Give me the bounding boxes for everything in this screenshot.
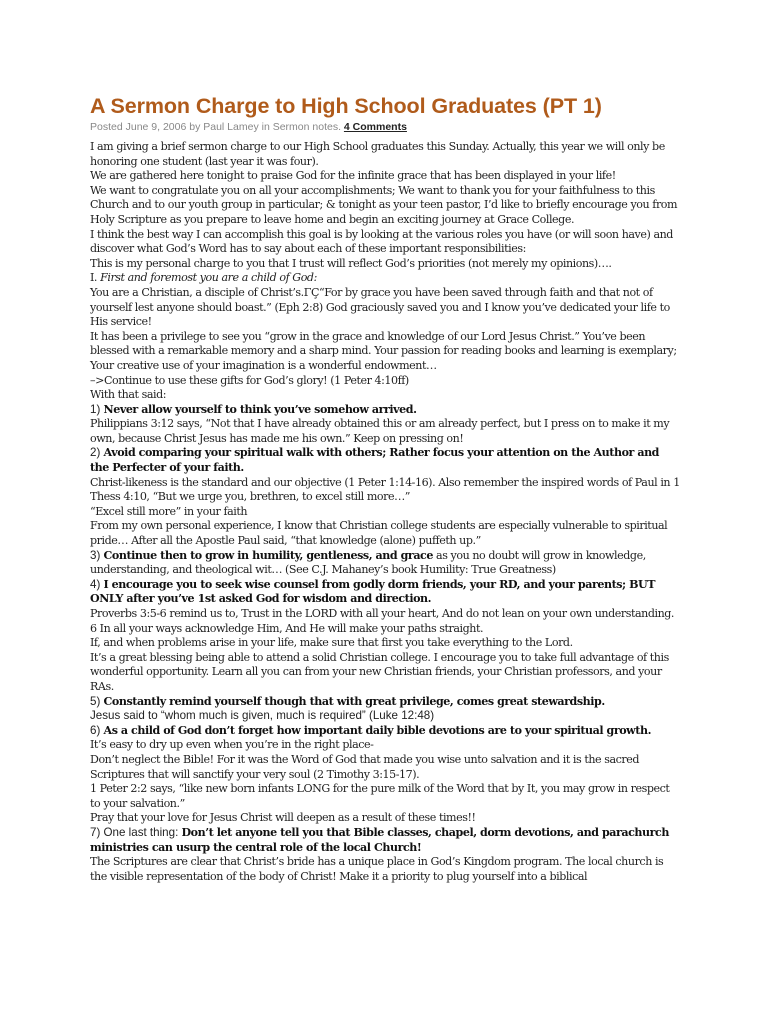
point-heading <box>90 446 680 475</box>
paragraph: We want to congratulate you on all your accomplishments; We want to thank you for your faithfulness to this Church and to our youth group in particular; & tonight as your teen pastor, I’d like to briefly encourage you from Holy Scripture as you prepare to leave home and begin an exciting journey at Grace College. <box>90 183 678 226</box>
point-heading-text: As a child of God don’t forget how important daily bible devotions are to your spiritual growth. <box>103 723 651 737</box>
point-number: 7) One last thing: <box>90 825 182 839</box>
post-title: A Sermon Charge to High School Graduates (PT 1) <box>90 94 602 118</box>
point-number: 5) <box>90 694 104 708</box>
point-heading <box>90 826 680 855</box>
point-heading-text: Constantly remind yourself though that with great privilege, comes great stewardship. <box>103 694 605 708</box>
point-number: 6) <box>90 723 104 737</box>
paragraph: You are a Christian, a disciple of Christ’s.ΓÇ“For by grace you have been saved through faith and that not of yourself lest anyone should boast.” (Eph 2:8) God graciously saved you and I know you’ve dedicated your life to His service! <box>90 285 670 329</box>
paragraph: This is my personal charge to you that I trust will reflect God’s priorities (not merely my opinions)…. <box>90 256 612 270</box>
point-heading-text: Don’t let anyone tell you that Bible classes, chapel, dorm devotions, and parachurch ministries can usurp the central role of the local Church! <box>90 825 669 854</box>
point-heading <box>90 695 680 710</box>
point-heading <box>90 549 680 578</box>
paragraph: It’s a great blessing being able to attend a solid Christian college. I encourage you to take full advantage of this wonderful opportunity. Learn all you can from your new Christian friends, your Christian professors, and your RAs. <box>90 650 669 693</box>
point-heading <box>90 403 680 418</box>
paragraph: “Excel still more” in your faith <box>90 504 248 518</box>
point-heading-text: Avoid comparing your spiritual walk with others; Rather focus your attention on the Author and the Perfecter of your faith. <box>90 446 659 475</box>
point-heading-text: Never allow yourself to think you’ve somehow arrived. <box>103 402 417 416</box>
comments-link[interactable]: 4 Comments <box>343 121 407 133</box>
post-meta-text: Posted June 9, 2006 by Paul Lamey in Sermon notes. <box>90 121 344 133</box>
paragraph: Christ-likeness is the standard and our objective (1 Peter 1:14-16). Also remember the inspired words of Paul in 1 Thess 4:10, “But we urge you, brethren, to excel still more…” <box>90 475 680 504</box>
paragraph: I am giving a brief sermon charge to our High School graduates this Sunday. Actually, this year we will only be honoring one student (last year it was four). <box>90 140 665 168</box>
paragraph: We are gathered here tonight to praise God for the infinite grace that has been displayed in your life! <box>90 169 616 183</box>
point-heading-text: I encourage you to seek wise counsel from godly dorm friends, your RD, and your parents; BUT ONLY after you’ve 1st asked God for wisdom and direction. <box>90 577 656 606</box>
paragraph: 1 Peter 2:2 says, “like new born infants LONG for the pure milk of the Word that by It, you may grow in respect to your salvation.” <box>90 782 670 810</box>
point-number: 3) <box>90 548 104 562</box>
section-number: I. <box>90 271 101 285</box>
point-number: 4) <box>90 577 104 591</box>
paragraph: Jesus said to “whom much is given, much is required” (Luke 12:48) <box>90 709 435 723</box>
point-heading <box>90 724 680 739</box>
paragraph: The Scriptures are clear that Christ’s bride has a unique place in God’s Kingdom program. The local church is the visible representation of the body of Christ! Make it a priority to plug yourself into a biblical <box>90 855 664 883</box>
point-number: 2) <box>90 446 104 460</box>
paragraph: With that said: <box>90 388 167 402</box>
paragraph: If, and when problems arise in your life, make sure that first you take everything to the Lord. <box>90 636 573 650</box>
point-heading-text: Continue then to grow in humility, gentleness, and grace <box>103 548 433 562</box>
paragraph: I think the best way I can accomplish this goal is by looking at the various roles you have (or will soon have) and discover what God’s Word has to say about each of these important responsibilities: <box>90 227 673 256</box>
paragraph: It has been a privilege to see you “grow in the grace and knowledge of our Lord Jesus Christ.” You’ve been blessed with a remarkable memory and a sharp mind. Your passion for reading books and learning is exemplary; Your creative use of your imagination is a wonderful endowment… <box>90 329 677 372</box>
paragraph: It’s easy to dry up even when you’re in the right place- <box>90 738 374 752</box>
paragraph: Philippians 3:12 says, “Not that I have already obtained this or am already perfect, but I press on to make it my own, because Christ Jesus has made me his own.” Keep on pressing on! <box>90 417 670 445</box>
section-heading-text: First and foremost you are a child of God: <box>100 271 317 285</box>
point-number: 1) <box>90 402 104 416</box>
paragraph: From my own personal experience, I know that Christian college students are especially vulnerable to spiritual pride… After all the Apostle Paul said, “that knowledge (alone) puffeth up.” <box>90 519 668 548</box>
paragraph: Proverbs 3:5-6 remind us to, Trust in the LORD with all your heart, And do not lean on your own understanding. 6 In all your ways acknowledge Him, And He will make your paths straight. <box>90 607 675 635</box>
point-heading <box>90 578 680 607</box>
paragraph: Pray that your love for Jesus Christ will deepen as a result of these times!! <box>90 811 476 825</box>
point-text: as you no doubt will grow in knowledge, understanding, and theological wit… (See C.J. Mahaney’s book Humility: True Greatness) <box>90 548 646 577</box>
post-meta <box>90 120 680 134</box>
paragraph: –>Continue to use these gifts for God’s glory! (1 Peter 4:10ff) <box>90 373 409 387</box>
post-body <box>90 140 680 884</box>
paragraph: Don’t neglect the Bible! For it was the Word of God that made you wise unto salvation and it is the sacred Scriptures that will sanctify your very soul (2 Timothy 3:15-17). <box>90 752 640 781</box>
post <box>90 92 680 884</box>
section-heading <box>90 271 680 286</box>
